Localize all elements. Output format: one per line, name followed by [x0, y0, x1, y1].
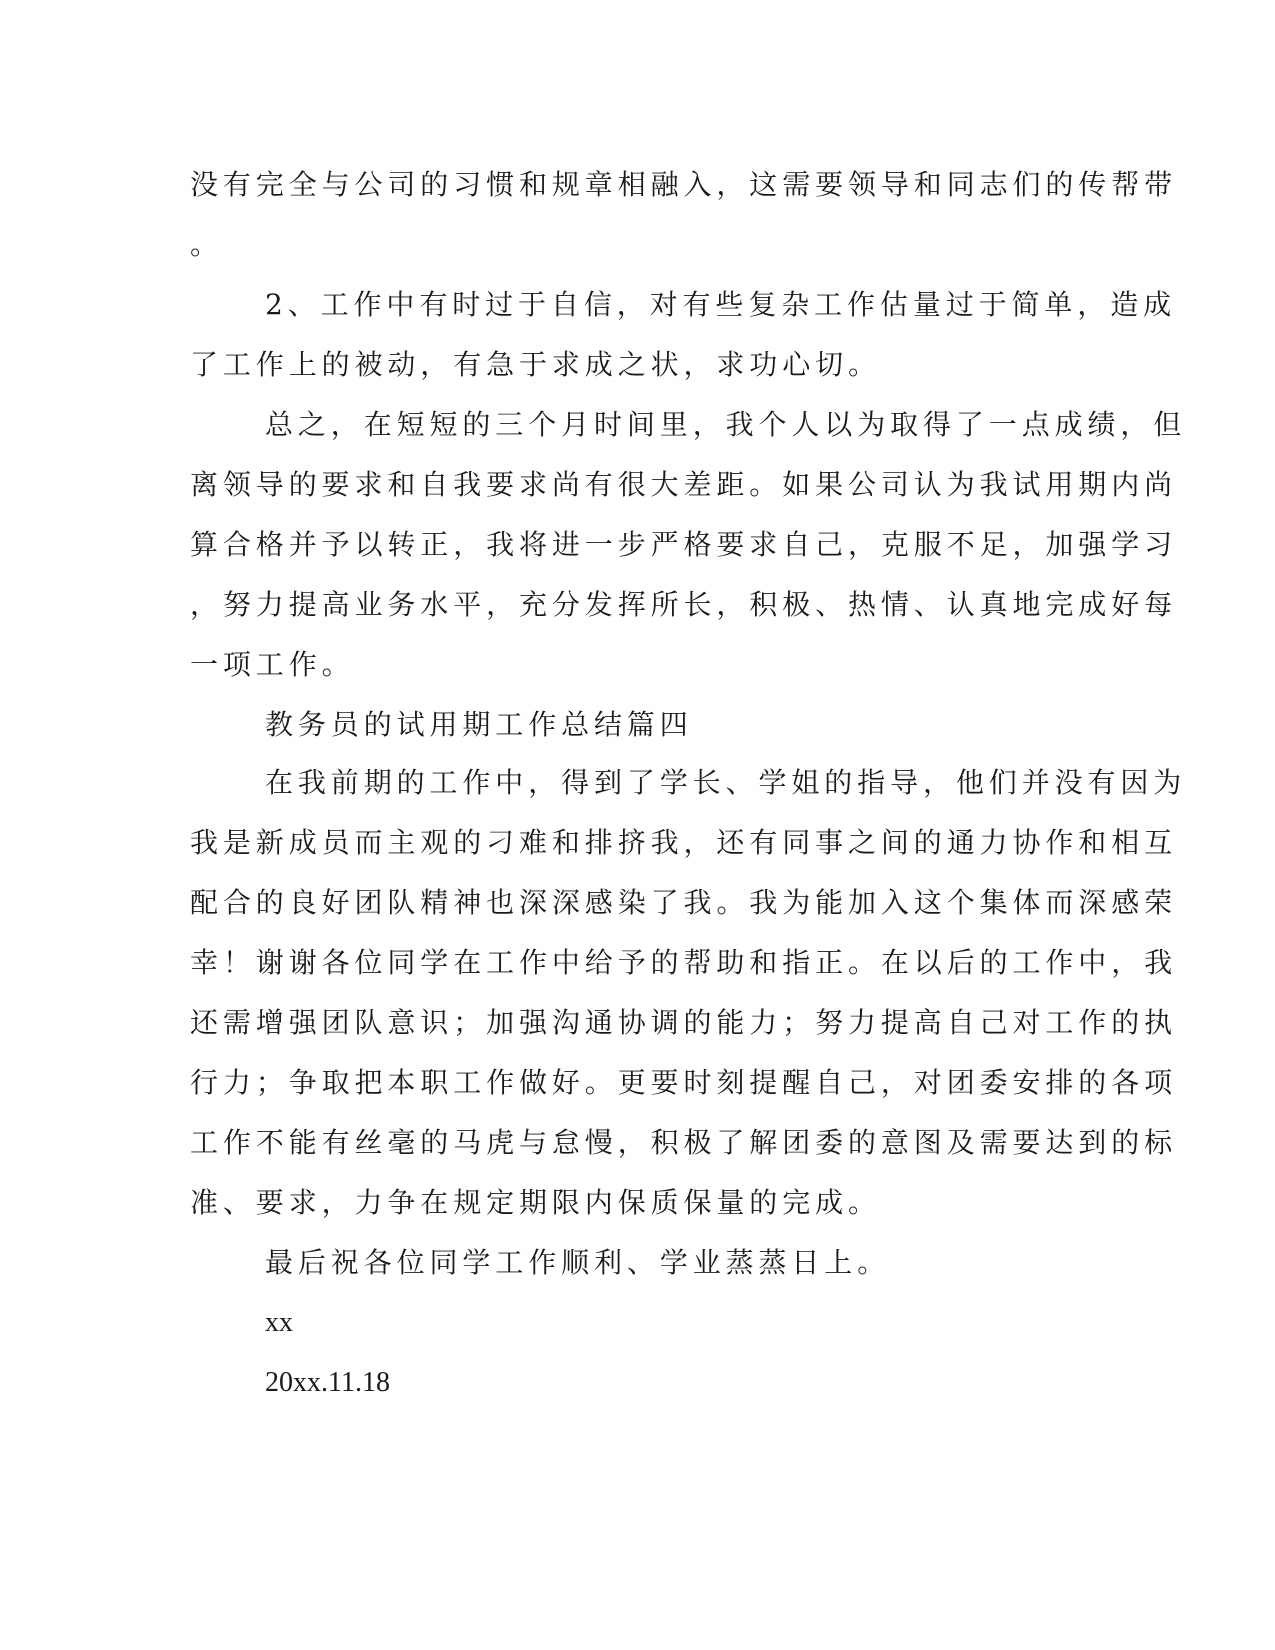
- paragraph-5-line-1: 在我前期的工作中，得到了学长、学姐的指导，他们并没有因为: [265, 766, 1187, 799]
- paragraph-3-line-5: 一项工作。: [190, 648, 355, 681]
- paragraph-5-line-4: 幸！谢谢各位同学在工作中给予的帮助和指正。在以后的工作中，我: [190, 946, 1178, 979]
- paragraph-5-line-3: 配合的良好团队精神也深深感染了我。我为能加入这个集体而深感荣: [190, 886, 1178, 919]
- paragraph-5-line-8: 准、要求，力争在规定期限内保质保量的完成。: [190, 1186, 881, 1219]
- paragraph-1-line-2: 。: [190, 228, 223, 261]
- paragraph-5-line-6: 行力；争取把本职工作做好。更要时刻提醒自己，对团委安排的各项: [190, 1066, 1178, 1099]
- closing-wish: 最后祝各位同学工作顺利、学业蒸蒸日上。: [265, 1246, 891, 1279]
- paragraph-2-line-1: 2、工作中有时过于自信，对有些复杂工作估量过于简单，造成: [265, 288, 1177, 321]
- paragraph-3-line-4: ，努力提高业务水平，充分发挥所长，积极、热情、认真地完成好每: [190, 588, 1178, 621]
- paragraph-5-line-7: 工作不能有丝毫的马虎与怠慢，积极了解团委的意图及需要达到的标: [190, 1126, 1178, 1159]
- paragraph-3-line-1: 总之，在短短的三个月时间里，我个人以为取得了一点成绩，但: [265, 408, 1187, 441]
- paragraph-2-line-2: 了工作上的被动，有急于求成之状，求功心切。: [190, 348, 881, 381]
- paragraph-3-line-3: 算合格并予以转正，我将进一步严格要求自己，克服不足，加强学习: [190, 528, 1178, 561]
- date: 20xx.11.18: [265, 1367, 390, 1398]
- paragraph-5-line-5: 还需增强团队意识；加强沟通协调的能力；努力提高自己对工作的执: [190, 1006, 1178, 1039]
- paragraph-5-line-2: 我是新成员而主观的刁难和排挤我，还有同事之间的通力协作和相互: [190, 826, 1178, 859]
- signature: xx: [265, 1307, 293, 1338]
- paragraph-3-line-2: 离领导的要求和自我要求尚有很大差距。如果公司认为我试用期内尚: [190, 468, 1178, 501]
- paragraph-1-line-1: 没有完全与公司的习惯和规章相融入，这需要领导和同志们的传帮带: [190, 168, 1178, 201]
- section-heading: 教务员的试用期工作总结篇四: [265, 708, 693, 741]
